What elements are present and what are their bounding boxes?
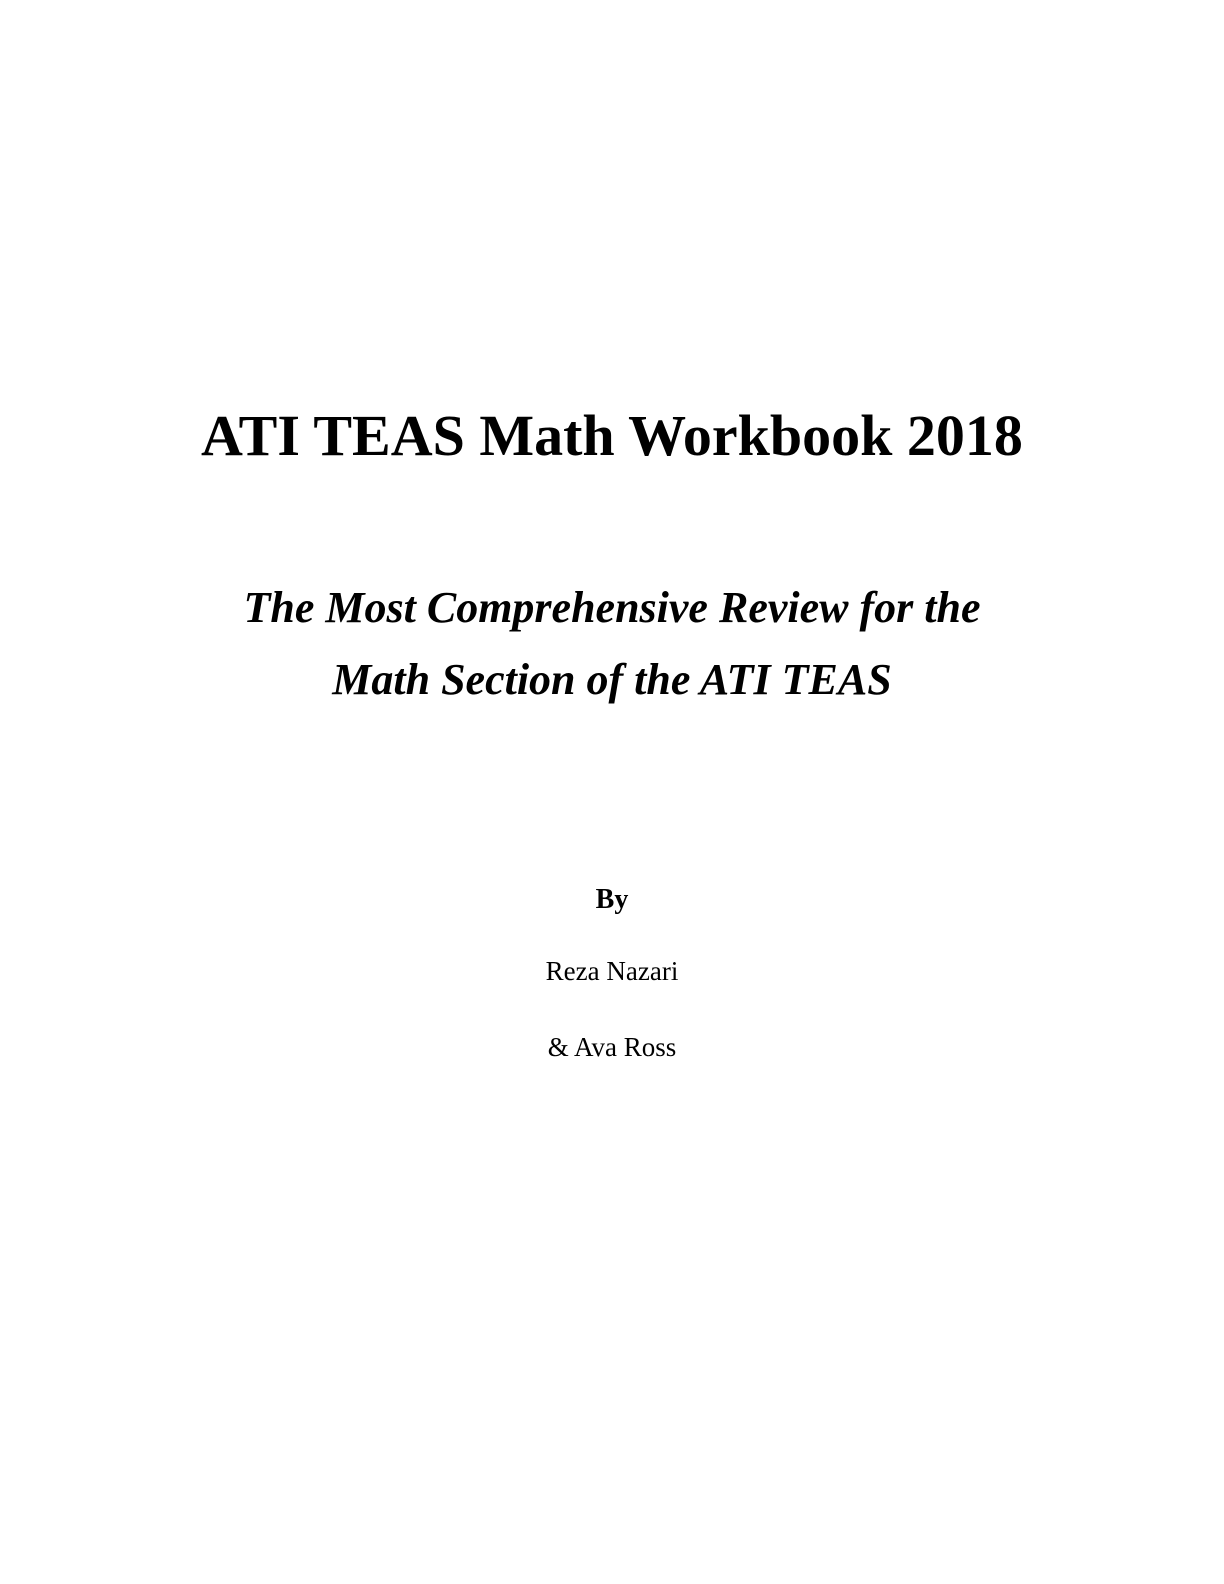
by-label: By (595, 884, 629, 915)
subtitle-line-1: The Most Comprehensive Review for the (243, 583, 981, 632)
book-subtitle (0, 572, 1224, 716)
author-name-1: Reza Nazari (545, 956, 679, 986)
author-name-2: & Ava Ross (547, 1032, 677, 1062)
subtitle-line-2: Math Section of the ATI TEAS (332, 655, 892, 704)
book-title: ATI TEAS Math Workbook 2018 (201, 403, 1023, 468)
